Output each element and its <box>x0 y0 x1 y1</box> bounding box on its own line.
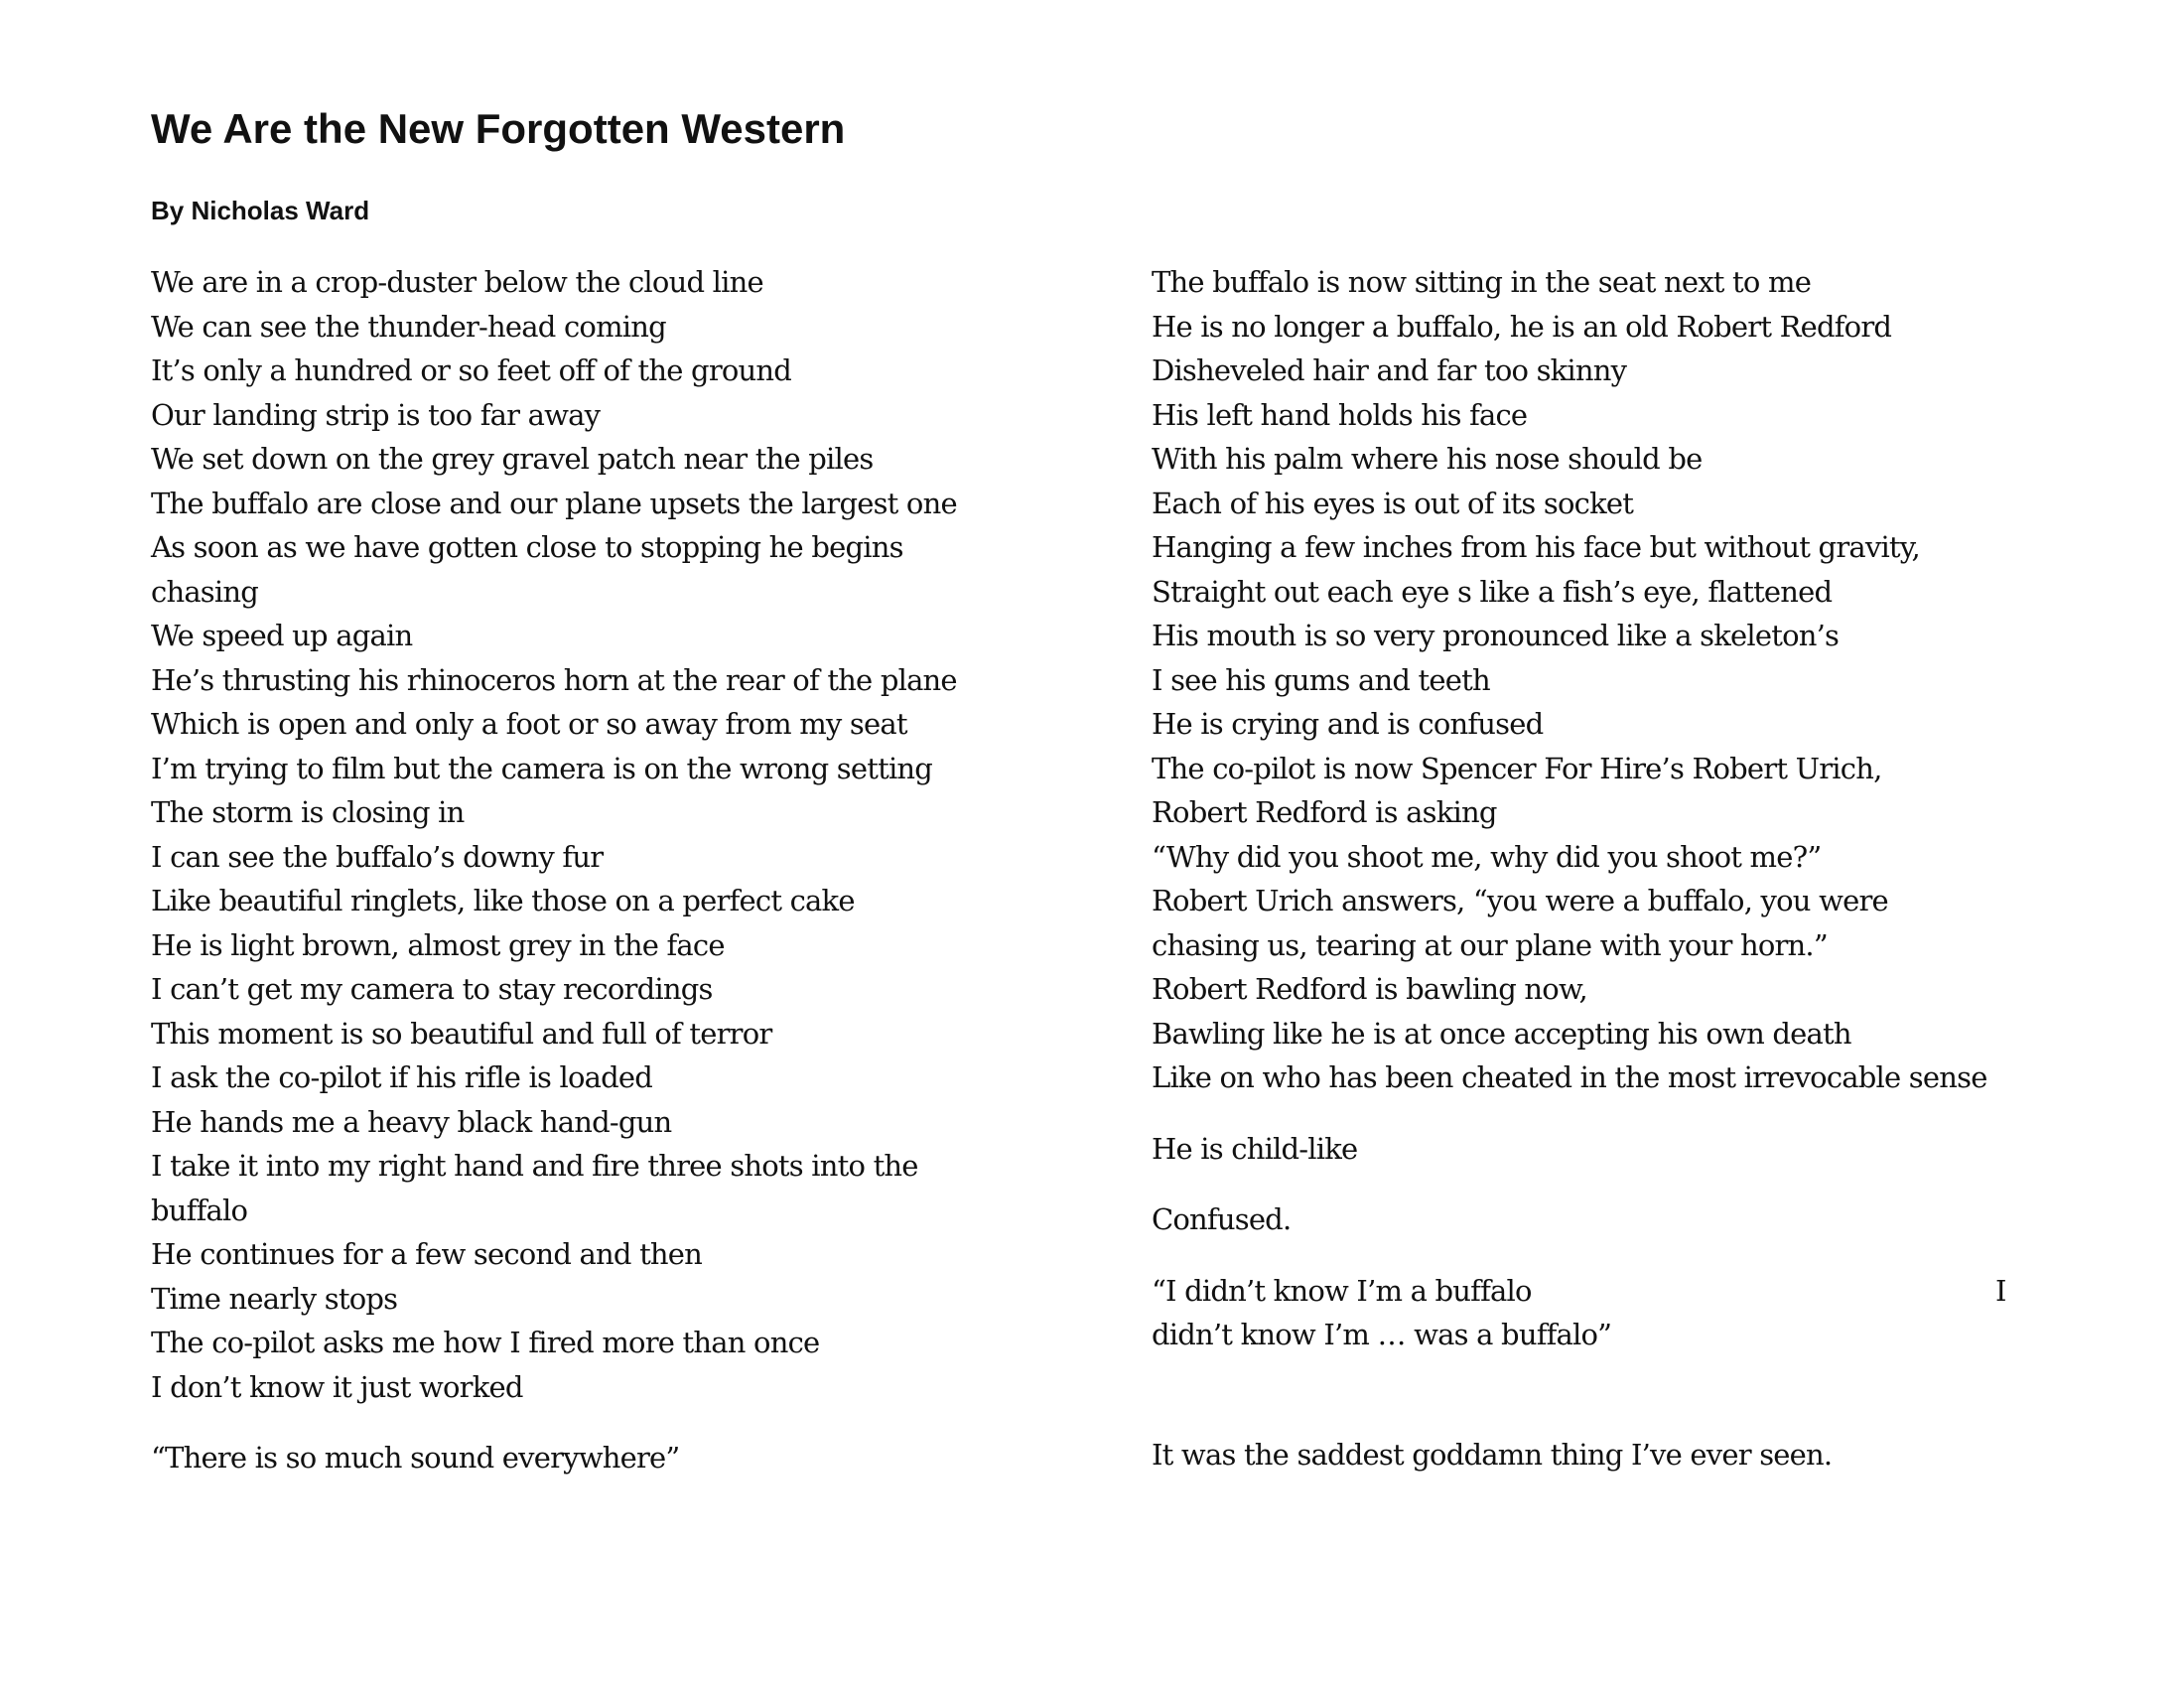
poem-line: Hanging a few inches from his face but without gravity, <box>1152 530 1920 564</box>
right-stanza-1 <box>1152 260 2065 1100</box>
stanza-gap <box>1152 1242 2065 1269</box>
poem-line: I can’t get my camera to stay recordings <box>151 972 713 1006</box>
poem-line: Confused. <box>1152 1202 1292 1236</box>
poem-line: “Why did you shoot me, why did you shoot me?” <box>1152 839 1822 874</box>
poem-line: I’m trying to film but the camera is on the wrong setting <box>151 751 933 785</box>
poem-line: “There is so much sound everywhere” <box>151 1441 680 1475</box>
poem-line: I can see the buffalo’s downy fur <box>151 839 604 874</box>
poem-line: Like on who has been cheated in the most irrevocable sense <box>1152 1060 1987 1094</box>
poem-line <box>1152 1269 2065 1314</box>
stanza-gap <box>1152 1171 2065 1197</box>
poem-line: I don’t know it just worked <box>151 1369 523 1404</box>
poem-line: The buffalo is now sitting in the seat next to me <box>1152 265 1812 299</box>
poem-line: Robert Redford is bawling now, <box>1152 972 1587 1006</box>
stanza-gap <box>151 1409 1044 1436</box>
poem-line: I take it into my right hand and fire three shots into the <box>151 1149 918 1183</box>
poem-line: With his palm where his nose should be <box>1152 442 1703 476</box>
stanza-gap <box>1152 1357 2065 1433</box>
poem-line: His left hand holds his face <box>1152 397 1528 432</box>
poem-line: His mouth is so very pronounced like a skeleton’s <box>1152 619 1840 652</box>
stanza-gap <box>1152 1100 2065 1127</box>
poem-line: Like beautiful ringlets, like those on a perfect cake <box>151 884 855 917</box>
poem-line: We are in a crop-duster below the cloud line <box>151 265 763 299</box>
left-column <box>151 260 1044 1480</box>
left-stanza-1 <box>151 260 1044 1409</box>
right-column <box>1152 260 2065 1477</box>
poem-line: He is no longer a buffalo, he is an old Robert Redford <box>1152 309 1892 344</box>
poem-line: As soon as we have gotten close to stopping he begins <box>151 530 903 564</box>
final-line: It was the saddest goddamn thing I’ve ever seen. <box>1152 1437 1833 1472</box>
poem-line: The buffalo are close and our plane upsets the largest one <box>151 486 957 520</box>
poem-line: Robert Urich answers, “you were a buffalo, you were <box>1152 884 1888 917</box>
poem-line-segment: “I didn’t know I’m a buffalo <box>1152 1273 1532 1308</box>
poem-line: The co-pilot is now Spencer For Hire’s Robert Urich, <box>1152 751 1882 785</box>
poem-line: It’s only a hundred or so feet off of the ground <box>151 353 792 387</box>
poem-line: chasing us, tearing at our plane with your horn.” <box>1152 927 1828 962</box>
poem-line: We can see the thunder-head coming <box>151 309 666 344</box>
poem-line: We set down on the grey gravel patch near the piles <box>151 442 874 476</box>
poem-line: We speed up again <box>151 619 413 652</box>
poem-line: He is crying and is confused <box>1152 707 1544 741</box>
poem-line: He hands me a heavy black hand-gun <box>151 1104 672 1139</box>
poem-line: He is light brown, almost grey in the face <box>151 927 725 962</box>
poem-title: We Are the New Forgotten Western <box>151 105 846 152</box>
poem-line: Each of his eyes is out of its socket <box>1152 486 1634 520</box>
poem-line: didn’t know I’m … was a buffalo” <box>1152 1318 1612 1351</box>
poem-line: He continues for a few second and then <box>151 1237 703 1271</box>
poem-line: I see his gums and teeth <box>1152 662 1490 697</box>
poem-line: chasing <box>151 574 259 609</box>
poem-line: Disheveled hair and far too skinny <box>1152 353 1627 387</box>
poem-line: He’s thrusting his rhinoceros horn at the rear of the plane <box>151 662 957 697</box>
poem-byline: By Nicholas Ward <box>151 196 370 225</box>
poem-line: Which is open and only a foot or so away from my seat <box>151 707 907 741</box>
poem-line: The storm is closing in <box>151 795 465 829</box>
poem-line: He is child-like <box>1152 1131 1358 1166</box>
poem-line: I ask the co-pilot if his rifle is loaded <box>151 1060 652 1094</box>
poem-line: buffalo <box>151 1193 248 1227</box>
poem-line: Bawling like he is at once accepting his own death <box>1152 1016 1851 1051</box>
poem-line: This moment is so beautiful and full of terror <box>151 1016 772 1051</box>
poem-line: Robert Redford is asking <box>1152 795 1497 829</box>
poem-line: Our landing strip is too far away <box>151 397 601 432</box>
poem-line: The co-pilot asks me how I fired more than once <box>151 1326 820 1359</box>
poem-line: Time nearly stops <box>151 1281 398 1316</box>
poem-line: Straight out each eye s like a fish’s eye, flattened <box>1152 574 1833 609</box>
poem-line-segment: I <box>1995 1273 2006 1308</box>
